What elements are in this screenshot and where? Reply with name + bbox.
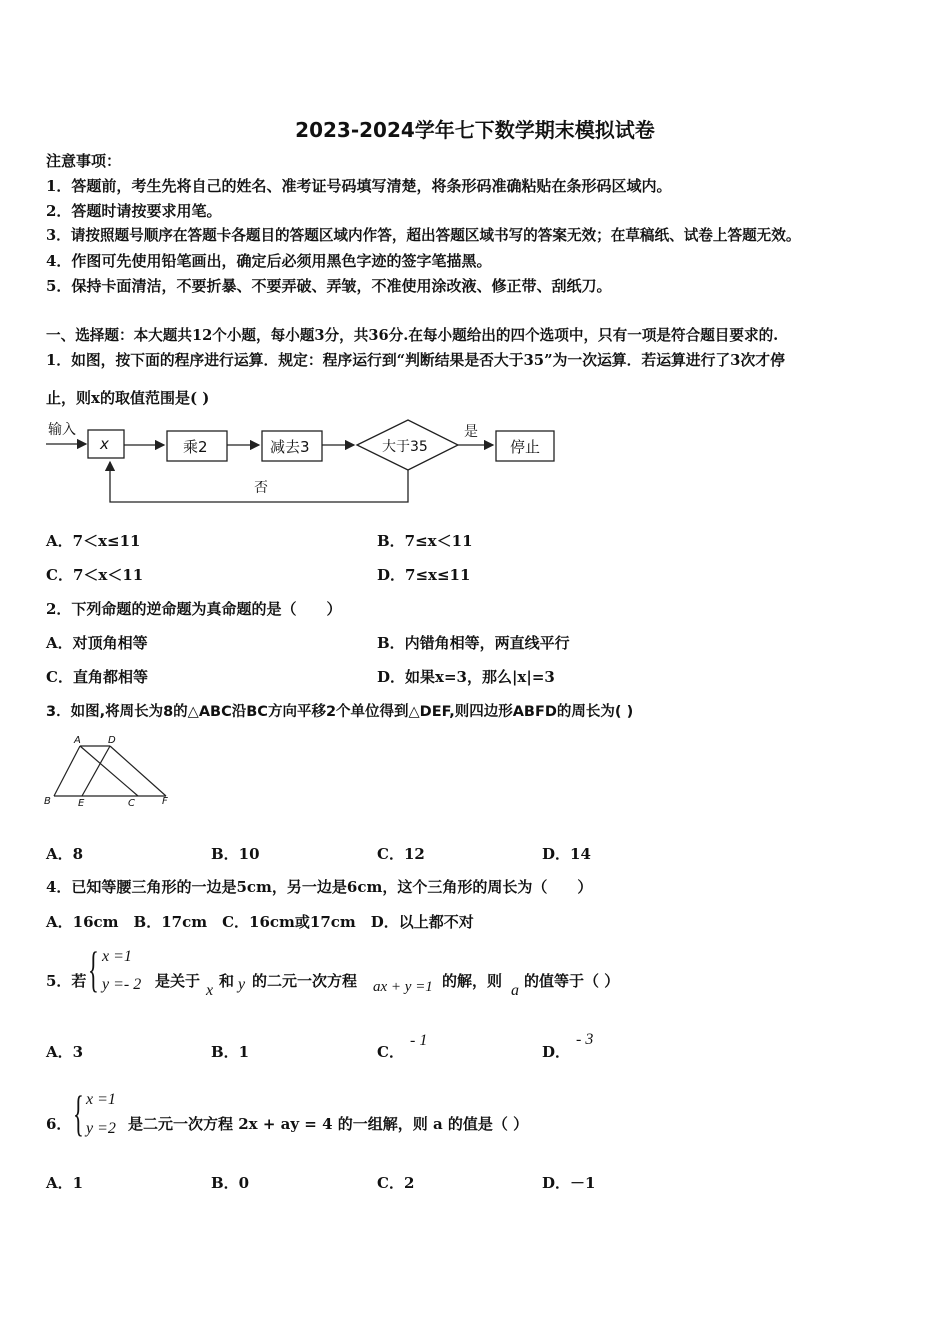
flow-cmp-label: 大于35 [382,439,428,455]
q1-stem-line2: 止，则x的取值范围是( ) [46,389,210,407]
q1-option-b: B．7≤x＜11 [377,532,473,550]
note-item: 5．保持卡面清洁，不要折暴、不要弄破、弄皱，不准使用涂改液、修正带、刮纸刀。 [46,277,612,295]
q6-prefix: 6． [46,1115,72,1133]
q6-eq2: y =2 [86,1120,116,1137]
q5-var-x: x [206,982,214,999]
q3-label-b: B [44,796,51,807]
notes-heading: 注意事项： [46,152,122,170]
q6-brace: { [73,1085,84,1141]
q2-option-c: C．直角都相等 [46,668,148,686]
q5-option-b: B．1 [211,1043,250,1061]
note-item: 1．答题前，考生先将自己的姓名、准考证号码填写清楚，将条形码准确粘贴在条形码区域内。 [46,177,672,195]
q4-options: A．16cm B．17cm C．16cm或17cm D．以上都不对 [46,913,474,931]
note-item: 2．答题时请按要求用笔。 [46,202,222,220]
q5-text1: 是关于 [155,972,201,990]
q3-option-a: A．8 [46,845,84,863]
flow-input-label: 输入 [48,422,76,438]
flow-sub-label: 减去3 [270,438,310,456]
flow-mul-label: 乘2 [183,438,208,456]
flow-x-label: x [100,435,109,453]
q1-option-c: C．7＜x＜11 [46,566,144,584]
q3-label-f: F [162,796,168,807]
page-title: 2023-2024学年七下数学期末模拟试卷 [295,118,655,142]
q3-figure [40,732,180,810]
q1-option-d: D．7≤x≤11 [377,566,471,584]
q5-brace: { [88,941,99,997]
note-item: 3．请按照题号顺序在答题卡各题目的答题区域内作答，超出答题区域书写的答案无效；在草稿纸、试卷上答题无效。 [46,227,801,244]
q1-flowchart [40,414,570,510]
section-heading: 一、选择题：本大题共12个小题，每小题3分，共36分.在每小题给出的四个选项中，只有一项是符合题目要求的. [46,327,779,344]
q5-option-a: A．3 [46,1043,84,1061]
q3-label-c: C [128,798,135,809]
q6-option-c: C．2 [377,1174,415,1192]
q5-text3: 的二元一次方程 [252,972,358,990]
flow-stop-label: 停止 [510,438,541,456]
q3-stem: 3．如图,将周长为8的△ABC沿BC方向平移2个单位得到△DEF,则四边形ABFD的周长为( ) [46,704,634,720]
q5-equation: ax + y =1 [373,979,433,995]
q6-eq1: x =1 [86,1091,116,1108]
q5-prefix: 5．若 [46,972,87,990]
q4-stem: 4．已知等腰三角形的一边是5cm，另一边是6cm，这个三角形的周长为（ ） [46,878,593,896]
q5-var-a: a [511,982,519,999]
q6-stem: 是二元一次方程 2x + ay = 4 的一组解，则 a 的值是（ ） [128,1115,529,1133]
q3-option-b: B．10 [211,845,260,863]
q5-text2: 和 [219,972,235,990]
q2-option-b: B．内错角相等，两直线平行 [377,634,570,652]
q6-option-a: A．1 [46,1174,84,1192]
q5-text5: 的值等于（ ） [524,972,620,990]
flow-yes-label: 是 [464,424,478,440]
q2-option-a: A．对顶角相等 [46,634,148,652]
flow-no-label: 否 [254,480,268,496]
q3-option-c: C．12 [377,845,425,863]
q5-option-d-value: - 3 [576,1031,594,1048]
q5-eq2: y =- 2 [102,976,142,993]
q5-text4: 的解，则 [442,972,503,990]
q5-var-y: y [238,976,246,993]
note-item: 4．作图可先使用铅笔画出，确定后必须用黑色字迹的签字笔描黑。 [46,252,492,270]
q3-label-e: E [78,798,85,809]
q5-eq1: x =1 [102,948,132,965]
q5-option-d: D． [542,1043,571,1061]
q3-option-d: D．14 [542,845,591,863]
q2-stem: 2．下列命题的逆命题为真命题的是（ ） [46,600,342,618]
q3-label-a: A [74,735,81,746]
q5-option-c-value: - 1 [410,1032,428,1049]
q1-option-a: A．7＜x≤11 [46,532,141,550]
q1-stem-line1: 1．如图，按下面的程序进行运算．规定：程序运行到“判断结果是否大于35”为一次运算．若运算进行了3次才停 [46,352,785,369]
q6-option-b: B．0 [211,1174,250,1192]
q5-option-c: C． [377,1043,404,1061]
q2-option-d: D．如果x=3，那么|x|=3 [377,668,555,686]
q6-option-d: D．－1 [542,1174,596,1192]
q3-label-d: D [108,735,116,746]
